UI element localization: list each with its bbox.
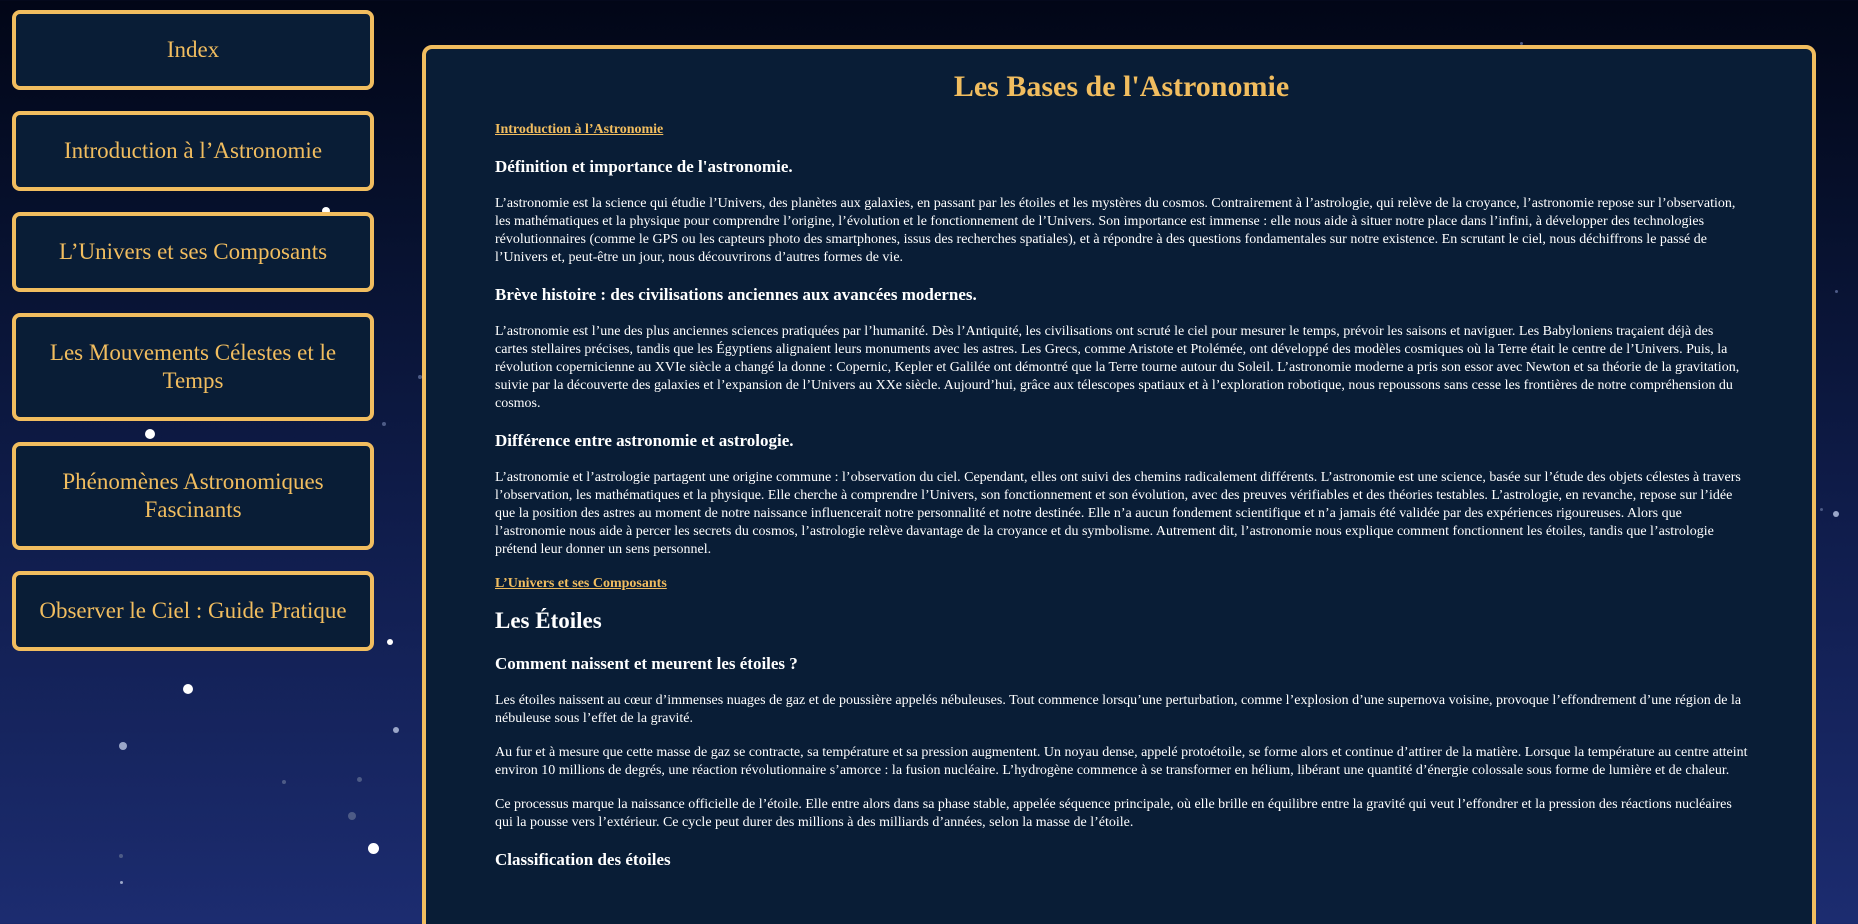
background-star: [1833, 511, 1839, 517]
background-star: [387, 639, 393, 645]
nav-item-label: Observer le Ciel : Guide Pratique: [39, 598, 347, 623]
background-star: [183, 684, 193, 694]
paragraph-birth-2: Au fur et à mesure que cette masse de gaz se contracte, sa température et sa pression augmentent. Un noyau dense, appelé protoétoile, se forme alors et continue d’attirer de la matière. Lorsque la température au centre atteint environ 10 millions de degrés, une réaction révolutionnaire s’amorce : la fusion nucléaire. L’hydrogène commence à se transformer en hélium, libérant une quantité d’énergie colossale sous forme de lumière et de chaleur.: [495, 745, 1748, 778]
background-star: [119, 742, 127, 750]
background-star: [368, 843, 379, 854]
background-star: [120, 881, 123, 884]
content-panel[interactable]: [422, 45, 1816, 924]
page-title: Les Bases de l'Astronomie: [953, 70, 1290, 103]
background-star: [357, 777, 362, 782]
nav-item-label: L’Univers et ses Composants: [58, 239, 328, 264]
nav-item-mouvements[interactable]: [12, 313, 374, 421]
nav-item-label: Les Mouvements Célestes et le Temps: [49, 340, 337, 393]
content-body: [495, 49, 1748, 871]
heading-history: Brève histoire : des civilisations anciennes aux avancées modernes.: [495, 285, 977, 304]
paragraph-definition: L’astronomie est la science qui étudie l’Univers, des planètes aux galaxies, en passant par les étoiles et les mystères du cosmos. Contrairement à l’astrologie, qui relève de la croyance, l’astronomie repose sur l’observation, les mathématiques et la physique pour comprendre l’origine, l’évolution et le fonctionnement de l’Univers. Son importance est immense : elle nous aide à situer notre place dans l’infini, à développer des technologies révolutionnaires (comme le GPS ou les capteurs photo des smartphones, issus des recherches spatiales), et à répondre à des questions fondamentales sur notre existence. En scrutant le ciel, nous déchiffrons le passé de l’Univers et, peut-être un jour, nous découvrirons d’autres formes de vie.: [495, 196, 1736, 265]
background-star: [1820, 508, 1823, 511]
nav-item-label: Introduction à l’Astronomie: [63, 138, 323, 163]
nav-item-label: Phénomènes Astronomiques Fascinants: [62, 469, 324, 522]
heading-stars: Les Étoiles: [495, 608, 602, 633]
paragraph-birth-1: Les étoiles naissent au cœur d’immenses nuages de gaz et de poussière appelés nébuleuses. Tout commence lorsqu’une perturbation, comme l’explosion d’une supernova voisine, provoque l’effondrement d’une région de la nébuleuse sous l’effet de la gravité.: [495, 693, 1742, 726]
heading-difference: Différence entre astronomie et astrologie.: [495, 431, 794, 450]
nav-item-index[interactable]: [12, 10, 374, 90]
nav-item-phenomenes[interactable]: [12, 442, 374, 550]
nav-item-introduction[interactable]: [12, 111, 374, 191]
nav-item-univers[interactable]: [12, 212, 374, 292]
nav-item-label: Index: [166, 37, 220, 62]
background-star: [282, 780, 286, 784]
paragraph-birth-3: Ce processus marque la naissance officielle de l’étoile. Elle entre alors dans sa phase stable, appelée séquence principale, où elle brille en équilibre entre la gravité qui veut l’effondrer et la pression des réactions nucléaires qui la pousse vers l’extérieur. Ce cycle peut durer des millions à des milliards d’années, selon la masse de l’étoile.: [495, 797, 1732, 830]
background-star: [1835, 290, 1838, 293]
nav-item-observer[interactable]: [12, 571, 374, 651]
paragraph-difference: L’astronomie et l’astrologie partagent une origine commune : l’observation du ciel. Cependant, elles ont suivi des chemins radicalement différents. L’astronomie est une science, basée sur l’étude des objets célestes à travers l’observation, les mathématiques et la physique. Elle cherche à comprendre l’Univers, son fonctionnement et son évolution, avec des preuves vérifiables et des théories testables. L’astrologie, en revanche, repose sur l’idée que la position des astres au moment de notre naissance influencerait notre personnalité et notre destinée. Elle n’a aucun fondement scientifique et n’a jamais été validée par des expériences rigoureuses. Alors que l’astronomie nous aide à percer les secrets du cosmos, l’astrologie relève davantage de la croyance et du symbolisme. Autrement dit, l’astronomie nous explique comment fonctionnent les étoiles, tandis que l’astrologie prétend leur donner un sens personnel.: [495, 470, 1741, 557]
heading-definition: Définition et importance de l'astronomie.: [495, 157, 793, 176]
heading-classification: Classification des étoiles: [495, 850, 671, 869]
background-star: [348, 812, 356, 820]
heading-birth: Comment naissent et meurent les étoiles ?: [495, 654, 798, 673]
section-link-introduction[interactable]: Introduction à l’Astronomie: [495, 122, 664, 137]
background-star: [145, 429, 155, 439]
background-star: [119, 854, 123, 858]
paragraph-history: L’astronomie est l’une des plus anciennes sciences pratiquées par l’humanité. Dès l’Antiquité, les civilisations ont scruté le ciel pour mesurer le temps, prévoir les saisons et naviguer. Les Babyloniens traçaient déjà des cartes stellaires précises, tandis que les Égyptiens alignaient leurs monuments avec les astres. Les Grecs, comme Aristote et Ptolémée, ont développé des modèles cosmiques où la Terre était le centre de l’Univers. Puis, la révolution copernicienne au XVIe siècle a changé la donne : Copernic, Kepler et Galilée ont démontré que la Terre tourne autour du Soleil. L’astronomie moderne a pris son essor avec Newton et sa théorie de la gravitation, suivie par la découverte des galaxies et l’expansion de l’Univers au XXe siècle. Aujourd’hui, grâce aux télescopes spatiaux et à l’exploration robotique, nous repoussons sans cesse les frontières de notre compréhension du cosmos.: [495, 324, 1740, 411]
section-link-univers[interactable]: L’Univers et ses Composants: [495, 576, 667, 591]
background-star: [393, 727, 399, 733]
background-star: [382, 422, 386, 426]
